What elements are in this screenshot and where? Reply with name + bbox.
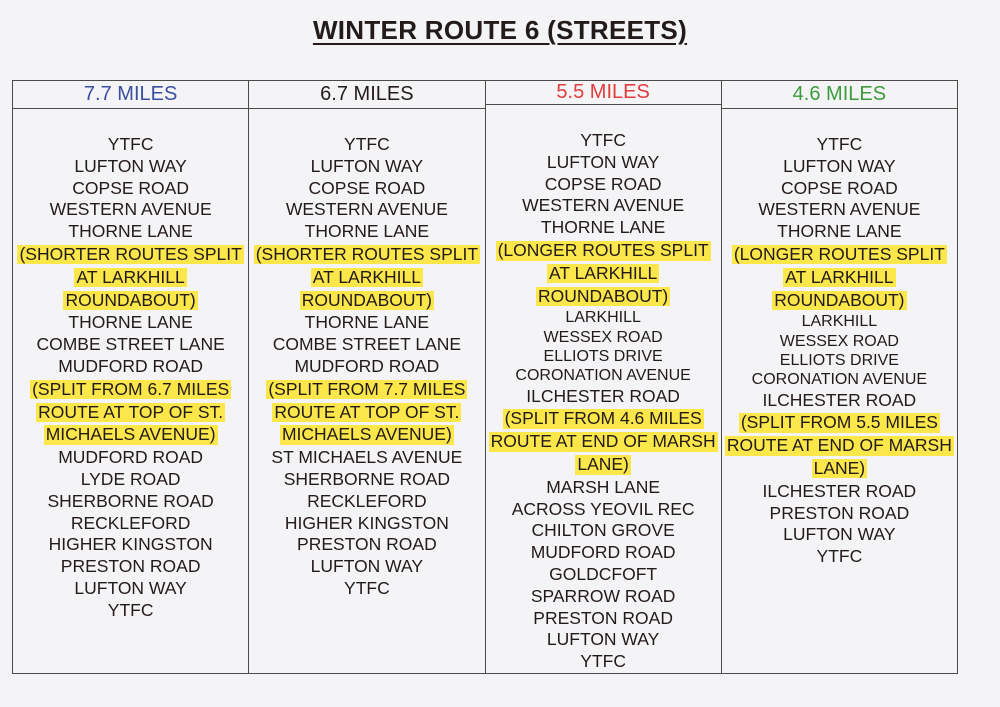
street-name: PRESTON ROAD: [769, 502, 910, 523]
split-note-line: [486, 240, 721, 262]
street-name: LUFTON WAY: [74, 577, 187, 598]
split-note-text: LANE): [577, 454, 629, 475]
street-item: [486, 308, 721, 327]
route-column-4-6-miles: [722, 81, 957, 673]
street-item: [13, 178, 248, 200]
street-item: [486, 328, 721, 347]
page-title: [0, 15, 1000, 46]
split-note-line: [722, 458, 957, 480]
street-name: COPSE ROAD: [781, 177, 898, 198]
street-name: MUDFORD ROAD: [294, 355, 440, 376]
street-item: [13, 469, 248, 491]
street-name: ILCHESTER ROAD: [762, 389, 917, 410]
street-item: [722, 312, 957, 331]
split-note-text: ROUTE AT TOP OF ST.: [274, 401, 460, 422]
street-name: ACROSS YEOVIL REC: [511, 498, 695, 519]
street-name: HIGHER KINGSTON: [284, 512, 449, 533]
street-name: PRESTON ROAD: [60, 556, 201, 577]
split-note-text: AT LARKHILL: [76, 266, 185, 287]
street-item: [486, 195, 721, 217]
street-name: COPSE ROAD: [72, 177, 189, 198]
split-note-text: ROUTE AT END OF MARSH: [490, 431, 716, 452]
street-item: [722, 370, 957, 389]
split-note-text: MICHAELS AVENUE): [281, 424, 452, 445]
column-heading: 6.7 MILES: [249, 81, 484, 109]
street-name: LUFTON WAY: [546, 629, 660, 650]
route-table: [12, 80, 958, 674]
split-note-line: [722, 244, 957, 266]
street-name: LARKHILL: [565, 309, 641, 327]
street-name: YTFC: [816, 546, 863, 567]
street-item: [13, 513, 248, 535]
street-name: LYDE ROAD: [80, 468, 181, 489]
street-item: [486, 386, 721, 408]
street-name: COMBE STREET LANE: [272, 334, 462, 355]
street-item: [249, 447, 484, 469]
street-item: [722, 134, 957, 156]
street-item: [486, 629, 721, 651]
split-note-line: [722, 435, 957, 457]
street-name: YTFC: [580, 130, 626, 151]
street-name: YTFC: [344, 577, 390, 598]
split-note-text: (SPLIT FROM 7.7 MILES: [268, 378, 466, 399]
split-note-line: [486, 454, 721, 476]
split-note-text: AT LARKHILL: [312, 266, 422, 287]
street-item: [13, 134, 248, 156]
street-item: [486, 499, 721, 521]
split-note-line: [249, 290, 484, 312]
street-item: [486, 586, 721, 608]
street-item: [249, 578, 484, 600]
street-item: [486, 366, 721, 385]
street-item: [486, 152, 721, 174]
street-name: LUFTON WAY: [310, 556, 424, 577]
street-item: [722, 390, 957, 412]
split-note-line: [13, 244, 248, 266]
street-name: PRESTON ROAD: [533, 607, 673, 628]
street-name: CHILTON GROVE: [531, 520, 675, 541]
street-item: [722, 546, 957, 568]
street-item: [722, 351, 957, 370]
street-name: COPSE ROAD: [308, 177, 426, 198]
street-item: [249, 534, 484, 556]
street-item: [13, 156, 248, 178]
street-item: [249, 491, 484, 513]
street-name: THORNE LANE: [540, 217, 666, 238]
street-item: [249, 356, 484, 378]
street-name: PRESTON ROAD: [297, 534, 437, 555]
street-name: CORONATION AVENUE: [751, 371, 928, 389]
split-note-line: [13, 379, 248, 401]
split-note-text: (SHORTER ROUTES SPLIT: [255, 243, 479, 264]
street-item: [13, 491, 248, 513]
street-item: [722, 524, 957, 546]
street-name: MUDFORD ROAD: [530, 542, 676, 563]
street-name: ILCHESTER ROAD: [762, 480, 917, 501]
street-name: ST MICHAELS AVENUE: [271, 447, 463, 468]
street-item: [249, 221, 484, 243]
street-name: YTFC: [580, 651, 626, 672]
split-note-text: AT LARKHILL: [785, 266, 894, 287]
column-heading: 4.6 MILES: [722, 81, 957, 109]
street-name: SHERBORNE ROAD: [283, 468, 451, 489]
street-name: ELLIOTS DRIVE: [779, 351, 899, 369]
street-name: LUFTON WAY: [310, 155, 424, 176]
street-item: [13, 356, 248, 378]
street-item: [249, 156, 484, 178]
street-name: THORNE LANE: [68, 312, 193, 333]
street-name: LUFTON WAY: [783, 155, 896, 176]
street-name: SHERBORNE ROAD: [47, 490, 214, 511]
street-name: THORNE LANE: [304, 221, 430, 242]
street-name: LUFTON WAY: [546, 151, 660, 172]
street-name: LARKHILL: [801, 313, 878, 331]
street-name: YTFC: [344, 134, 390, 154]
split-note-text: (SPLIT FROM 6.7 MILES: [32, 378, 230, 399]
street-item: [249, 334, 484, 356]
split-note-text: (LONGER ROUTES SPLIT: [733, 243, 945, 264]
street-item: [249, 513, 484, 535]
split-note-line: [249, 379, 484, 401]
street-item: [13, 578, 248, 600]
street-item: [249, 556, 484, 578]
street-name: THORNE LANE: [777, 221, 902, 242]
street-name: WESTERN AVENUE: [49, 199, 212, 220]
street-name: THORNE LANE: [68, 221, 193, 242]
street-name: WESTERN AVENUE: [285, 199, 448, 220]
split-note-line: [249, 402, 484, 424]
street-item: [722, 503, 957, 525]
route-column-7-7-miles: [13, 81, 249, 673]
street-item: [13, 312, 248, 334]
split-note-text: ROUTE AT END OF MARSH: [726, 435, 952, 456]
route-column-6-7-miles: [249, 81, 485, 673]
street-item: [486, 564, 721, 586]
street-list: [722, 109, 957, 568]
street-name: YTFC: [107, 134, 154, 154]
street-item: [486, 651, 721, 673]
street-item: [13, 534, 248, 556]
split-note-text: LANE): [813, 457, 866, 478]
street-name: RECKLEFORD: [70, 512, 191, 533]
split-note-line: [249, 267, 484, 289]
street-name: GOLDCFOFT: [549, 564, 658, 585]
split-note-text: ROUNDABOUT): [537, 285, 669, 306]
street-item: [486, 608, 721, 630]
street-item: [13, 600, 248, 622]
street-item: [13, 199, 248, 221]
street-name: CORONATION AVENUE: [515, 367, 691, 385]
split-note-text: ROUNDABOUT): [301, 289, 433, 310]
split-note-text: (SPLIT FROM 4.6 MILES: [504, 408, 702, 429]
split-note-line: [13, 424, 248, 446]
page-title-text: WINTER ROUTE 6 (STREETS): [312, 15, 688, 45]
split-note-line: [13, 267, 248, 289]
street-item: [486, 174, 721, 196]
street-item: [722, 178, 957, 200]
street-list: [249, 109, 484, 600]
split-note-line: [486, 408, 721, 430]
split-note-text: ROUTE AT TOP OF ST.: [38, 401, 224, 422]
split-note-text: (SPLIT FROM 5.5 MILES: [740, 412, 938, 433]
street-item: [13, 221, 248, 243]
street-name: LUFTON WAY: [783, 524, 896, 545]
split-note-line: [13, 402, 248, 424]
street-item: [486, 477, 721, 499]
street-item: [486, 347, 721, 366]
street-item: [722, 199, 957, 221]
street-name: THORNE LANE: [304, 312, 430, 333]
split-note-line: [486, 286, 721, 308]
split-note-text: (SHORTER ROUTES SPLIT: [19, 243, 242, 264]
street-item: [249, 469, 484, 491]
split-note-line: [486, 263, 721, 285]
street-item: [13, 334, 248, 356]
split-note-line: [722, 267, 957, 289]
street-name: RECKLEFORD: [307, 490, 427, 511]
split-note-line: [722, 290, 957, 312]
split-note-line: [13, 290, 248, 312]
split-note-text: (LONGER ROUTES SPLIT: [497, 240, 709, 261]
street-name: WESTERN AVENUE: [758, 199, 921, 220]
street-item: [722, 481, 957, 503]
street-item: [486, 520, 721, 542]
column-heading: 5.5 MILES: [486, 81, 721, 105]
street-item: [249, 178, 484, 200]
street-name: WESSEX ROAD: [543, 328, 663, 346]
street-item: [249, 312, 484, 334]
street-item: [486, 542, 721, 564]
split-note-text: MICHAELS AVENUE): [45, 424, 216, 445]
column-heading: 7.7 MILES: [13, 81, 248, 109]
street-name: ILCHESTER ROAD: [526, 385, 680, 406]
split-note-line: [249, 244, 484, 266]
street-name: COPSE ROAD: [544, 173, 662, 194]
street-name: YTFC: [816, 134, 863, 154]
split-note-text: ROUNDABOUT): [774, 289, 905, 310]
street-name: MUDFORD ROAD: [58, 355, 204, 376]
street-item: [722, 332, 957, 351]
street-name: YTFC: [107, 599, 154, 620]
street-item: [249, 134, 484, 156]
street-item: [486, 217, 721, 239]
street-list: [13, 109, 248, 622]
split-note-line: [722, 412, 957, 434]
street-name: MUDFORD ROAD: [58, 447, 204, 468]
street-item: [249, 199, 484, 221]
street-name: ELLIOTS DRIVE: [543, 348, 663, 366]
street-item: [722, 221, 957, 243]
street-list: [486, 105, 721, 673]
street-item: [722, 156, 957, 178]
route-column-5-5-miles: [486, 81, 722, 673]
street-name: LUFTON WAY: [74, 155, 187, 176]
street-name: WESTERN AVENUE: [522, 195, 685, 216]
split-note-line: [486, 431, 721, 453]
street-name: WESSEX ROAD: [779, 332, 899, 350]
street-item: [486, 130, 721, 152]
split-note-text: ROUNDABOUT): [65, 289, 196, 310]
street-name: SPARROW ROAD: [530, 585, 676, 606]
street-name: MARSH LANE: [546, 476, 661, 497]
split-note-text: AT LARKHILL: [548, 262, 658, 283]
split-note-line: [249, 424, 484, 446]
street-item: [13, 447, 248, 469]
street-item: [13, 556, 248, 578]
street-name: HIGHER KINGSTON: [48, 534, 213, 555]
street-name: COMBE STREET LANE: [36, 334, 225, 355]
